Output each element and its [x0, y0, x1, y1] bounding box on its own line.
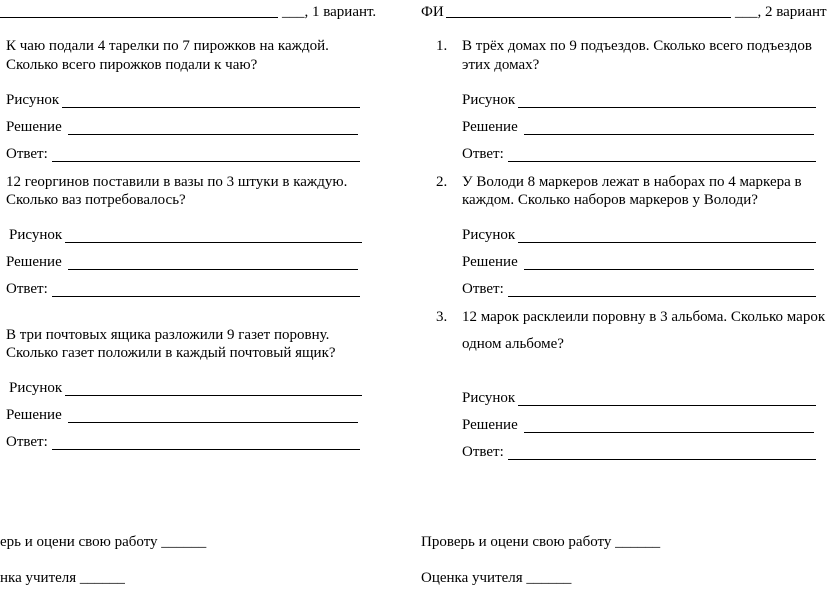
left-task1-answer-line[interactable] [52, 161, 360, 162]
left-name-line [0, 17, 278, 18]
left-teacher-grade: нка учителя ______ [0, 570, 125, 586]
left-task2-drawing-line[interactable] [65, 242, 362, 243]
right-task3-solution-line[interactable] [524, 432, 814, 433]
left-task1-solution-label: Решение [6, 119, 62, 135]
right-task3-answer-label: Ответ: [462, 444, 504, 460]
left-task3-solution-line[interactable] [68, 422, 358, 423]
left-task3-text: Сколько газет положили в каждый почтовый ящик? [6, 345, 336, 361]
left-task3-drawing-label: Рисунок [9, 380, 63, 396]
right-task1-answer-label: Ответ: [462, 146, 504, 162]
right-task1-drawing-label: Рисунок [462, 92, 516, 108]
right-task2-answer-label: Ответ: [462, 281, 504, 297]
right-task3-text: одном альбоме? [462, 336, 564, 352]
left-task3-answer-label: Ответ: [6, 434, 48, 450]
right-task2-solution-line[interactable] [524, 269, 814, 270]
left-self-check: ерь и оцени свою работу ______ [0, 534, 207, 550]
left-task2-answer-label: Ответ: [6, 281, 48, 297]
left-task2-text: Сколько ваз потребовалось? [6, 192, 186, 208]
left-task1-drawing-line[interactable] [62, 107, 360, 108]
left-task3-answer-line[interactable] [52, 449, 360, 450]
right-task3-drawing-label: Рисунок [462, 390, 516, 406]
right-task2-drawing-line[interactable] [518, 242, 816, 243]
left-task1-text: Сколько всего пирожков подали к чаю? [6, 57, 258, 73]
right-task1-answer-line[interactable] [508, 161, 816, 162]
right-task2-number: 2. [436, 174, 448, 190]
left-task2-drawing-label: Рисунок [9, 227, 63, 243]
right-task3-text: 12 марок расклеили поровну в 3 альбома. Сколько марок [462, 309, 826, 325]
right-task2-drawing-label: Рисунок [462, 227, 516, 243]
right-task3-answer-line[interactable] [508, 459, 816, 460]
right-task2-text: У Володи 8 маркеров лежат в наборах по 4 маркера в [462, 174, 802, 190]
right-task3-number: 3. [436, 309, 448, 325]
right-task2-answer-line[interactable] [508, 296, 816, 297]
right-self-check: Проверь и оцени свою работу ______ [421, 534, 661, 550]
left-task2-solution-label: Решение [6, 254, 62, 270]
left-task1-drawing-label: Рисунок [6, 92, 60, 108]
right-task3-solution-label: Решение [462, 417, 518, 433]
right-task3-drawing-line[interactable] [518, 405, 816, 406]
right-task2-text: каждом. Сколько наборов маркеров у Володи? [462, 192, 758, 208]
left-task2-solution-line[interactable] [68, 269, 358, 270]
right-variant-header: ___, 2 вариант [735, 4, 827, 20]
left-task1-text: К чаю подали 4 тарелки по 7 пирожков на каждой. [6, 38, 329, 54]
right-name-label: ФИ [421, 4, 444, 20]
right-task1-solution-line[interactable] [524, 134, 814, 135]
left-task2-answer-line[interactable] [52, 296, 360, 297]
left-task3-text: В три почтовых ящика разложили 9 газет поровну. [6, 327, 330, 343]
left-task1-answer-label: Ответ: [6, 146, 48, 162]
right-task1-text: В трёх домах по 9 подъездов. Сколько всего подъездов [462, 38, 812, 54]
left-variant-header: ___, 1 вариант. [282, 4, 377, 20]
left-task2-text: 12 георгинов поставили в вазы по 3 штуки в каждую. [6, 174, 348, 190]
right-task1-number: 1. [436, 38, 448, 54]
right-task1-text: этих домах? [462, 57, 540, 73]
left-task3-drawing-line[interactable] [65, 395, 362, 396]
right-task1-solution-label: Решение [462, 119, 518, 135]
left-task3-solution-label: Решение [6, 407, 62, 423]
right-name-line[interactable] [446, 17, 731, 18]
right-task1-drawing-line[interactable] [518, 107, 816, 108]
left-task1-solution-line[interactable] [68, 134, 358, 135]
right-task2-solution-label: Решение [462, 254, 518, 270]
right-teacher-grade: Оценка учителя ______ [421, 570, 572, 586]
